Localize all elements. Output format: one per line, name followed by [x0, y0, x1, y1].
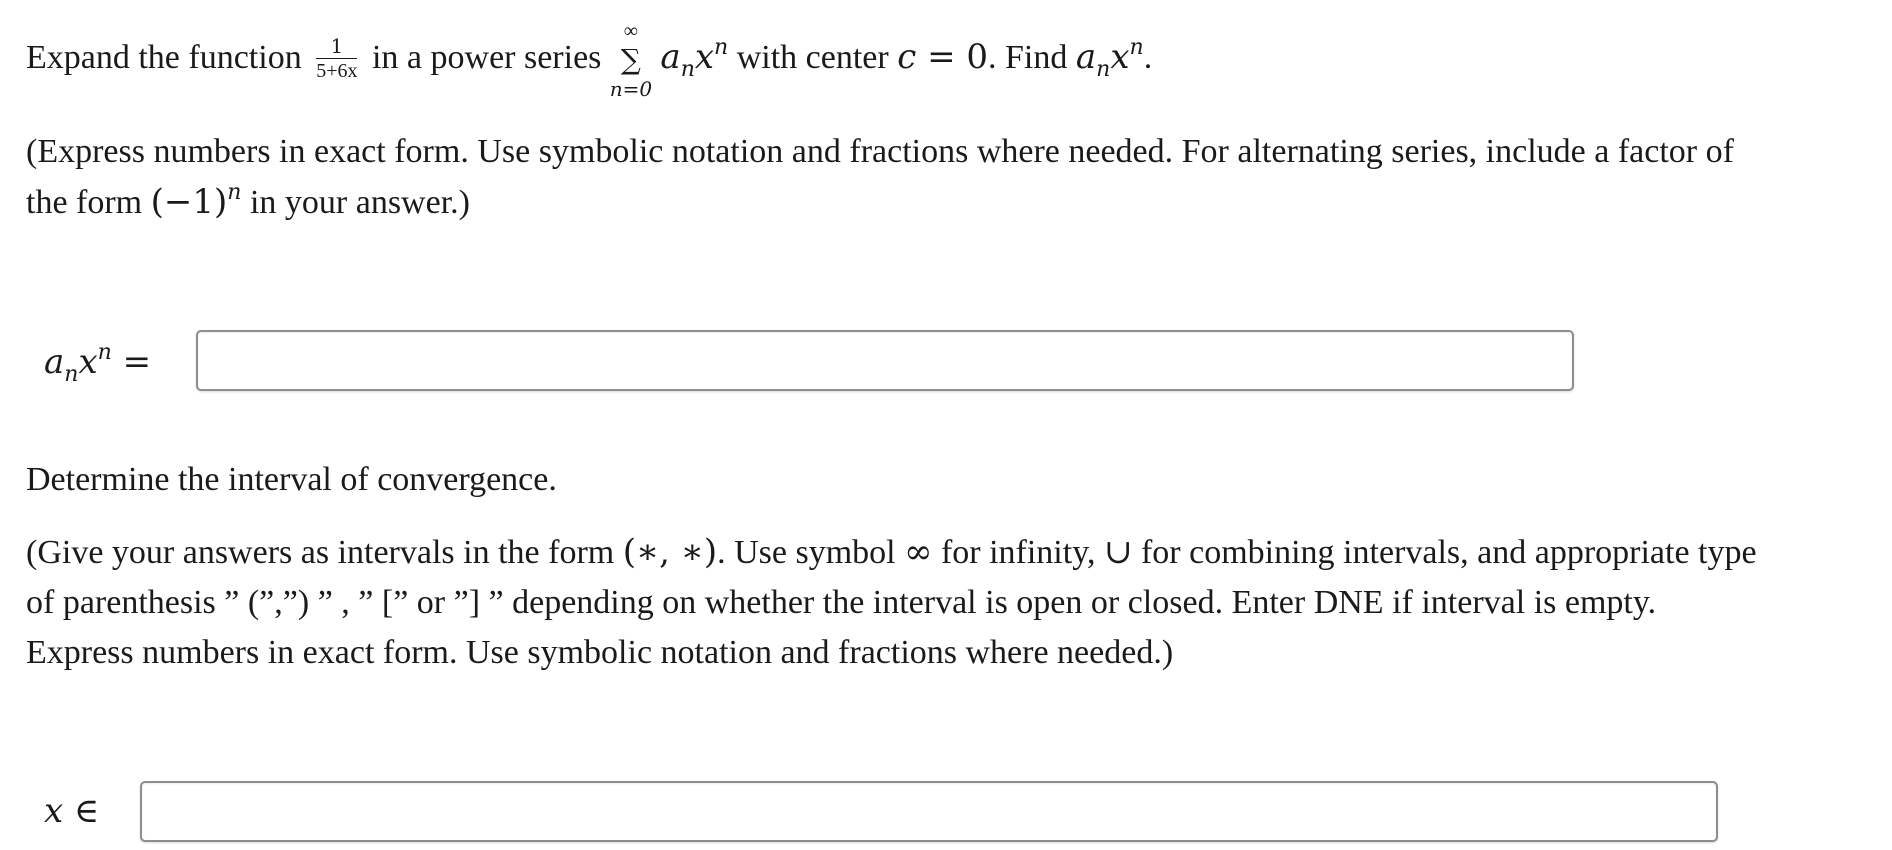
- prompt-text: with center: [728, 39, 898, 76]
- sigma-icon: ∑: [620, 43, 641, 77]
- prompt-text: . Find: [988, 39, 1076, 76]
- instructions-2-line-3: Express numbers in exact form. Use symbolic notation and fractions where needed.): [26, 634, 1174, 671]
- sum-upper-limit: ∞: [623, 20, 639, 43]
- center-variable: c: [897, 37, 917, 77]
- instructions-2-line-2: of parenthesis ” (”,”) ” , ” [” or ”] ” depending on whether the interval is open or closed. Enter DNE if interval is empty.: [26, 584, 1657, 621]
- interval-form: (∗, ∗): [622, 532, 718, 572]
- instructions-2-line-1: (Give your answers as intervals in the form (∗, ∗). Use symbol ∞ for infinity, ∪ for combining intervals, and appropriate type: [26, 532, 1757, 572]
- prompt-text: in a power series: [363, 39, 610, 76]
- series-term-input[interactable]: [196, 330, 1574, 391]
- answer-1-label: $a_nx^n$ =: [44, 340, 152, 387]
- prompt-text: Expand the function: [26, 39, 311, 76]
- instructions-1: [26, 127, 1734, 228]
- question-prompt: [26, 20, 1153, 102]
- instructions-1-line-1: (Express numbers in exact form. Use symbolic notation and fractions where needed. For alternating series, include a factor of: [26, 133, 1734, 170]
- union-icon: ∪: [1103, 532, 1133, 572]
- answer-2-label: x ∈: [44, 791, 100, 831]
- summation: [609, 20, 653, 102]
- alternating-factor: (−1): [150, 182, 228, 222]
- question-2-prompt: Determine the interval of convergence.: [26, 461, 557, 498]
- instructions-1-line-2: the form $(-1)^n$ in your answer.): [26, 180, 470, 222]
- target-term: $a_nx^n$: [1075, 35, 1144, 82]
- instructions-2: [26, 527, 1757, 678]
- fraction-numerator: 1: [316, 35, 357, 59]
- interval-input[interactable]: [140, 781, 1718, 842]
- infinity-icon: ∞: [904, 532, 933, 572]
- function-fraction: [316, 35, 357, 82]
- series-term: $a_nx^n$: [660, 35, 729, 82]
- fraction-denominator: 5+6x: [316, 59, 358, 82]
- center-value: = 0: [916, 37, 989, 77]
- prompt-text: .: [1143, 39, 1153, 76]
- alternating-exponent: n: [227, 180, 242, 205]
- sum-lower-limit: n=0: [609, 77, 653, 102]
